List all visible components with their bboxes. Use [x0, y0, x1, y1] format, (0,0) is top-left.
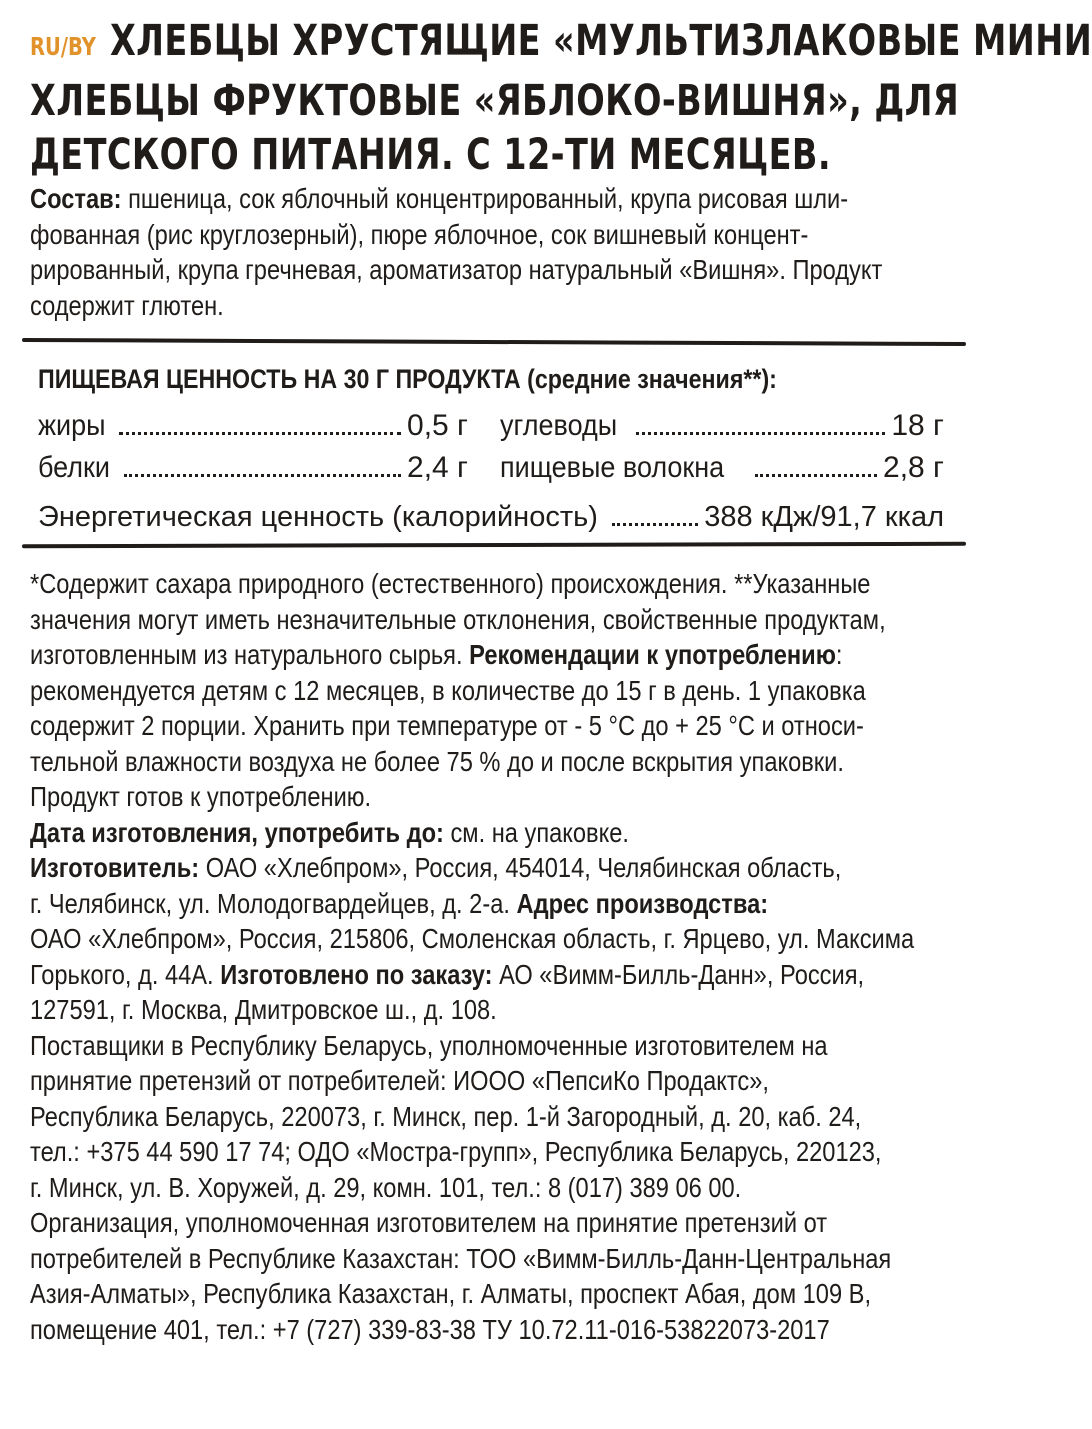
info-line — [30, 850, 1002, 886]
manufacturer-label: Изготовитель: — [30, 852, 200, 883]
carbs-label: углеводы — [500, 409, 618, 442]
composition-block — [30, 181, 993, 323]
info-text: ОАО «Хлебпром», Россия, 454014, Челябинская область, — [199, 852, 842, 883]
info-line: значения могут иметь незначительные отклонения, свойственные продуктам, — [30, 603, 886, 635]
info-block — [30, 566, 1002, 1347]
info-line: тельной влажности воздуха не более 75 % до и после вскрытия упаковки. — [30, 745, 844, 777]
ordered-by-label: Изготовлено по заказу: — [220, 958, 493, 990]
title-line-3: ДЕТСКОГО ПИТАНИЯ. С 12-ТИ МЕСЯЦЕВ. — [30, 130, 831, 180]
info-line — [30, 957, 1002, 993]
divider-bottom — [22, 542, 966, 548]
composition-line — [30, 181, 993, 217]
info-line: *Содержит сахара природного (естественного) происхождения. **Указанные — [30, 568, 871, 599]
info-line: потребителей в Республике Казахстан: ТОО «Вимм-Билль-Данн-Центральная — [30, 1242, 892, 1274]
fat-label: жиры — [38, 409, 106, 442]
dot-leader — [119, 432, 401, 435]
production-address-label: Адрес производства: — [516, 887, 769, 919]
info-line: принятие претензий от потребителей: ИООО «ПепсиКо Продактс», — [30, 1065, 769, 1096]
dot-leader — [755, 474, 877, 477]
nutrition-heading-note: (средние значения**): — [520, 364, 777, 394]
info-line: Продукт готов к употреблению. — [30, 781, 372, 812]
protein-label: белки — [38, 451, 110, 484]
info-line: Республика Беларусь, 220073, г. Минск, пер. 1-й Загородный, д. 20, каб. 24, — [30, 1100, 862, 1132]
country-codes: RU/BY — [30, 32, 96, 61]
composition-line: фованная (рис круглозерный), пюре яблочное, сок вишневый концент- — [30, 218, 809, 250]
info-line — [30, 637, 1002, 673]
info-line: тел.: +375 44 590 17 74; ОДО «Мостра-групп», Республика Беларусь, 220123, — [30, 1136, 882, 1167]
fiber-value: 2,8 г — [883, 451, 944, 484]
composition-text: пшеница, сок яблочный концентрированный, крупа рисовая шли- — [121, 183, 849, 214]
carbs-value: 18 г — [891, 409, 944, 442]
nutrition-heading — [38, 362, 777, 396]
nutrition-carbs — [500, 406, 944, 446]
info-line: Организация, уполномоченная изготовителем на принятие претензий от — [30, 1207, 828, 1238]
info-line: Азия-Алматы», Республика Казахстан, г. Алматы, проспект Абая, дом 109 В, — [30, 1278, 872, 1309]
nutrition-row-1 — [38, 406, 944, 446]
composition-label: Состав: — [30, 183, 122, 214]
energy-label: Энергетическая ценность (калорийность) — [38, 501, 598, 533]
info-line: 127591, г. Москва, Дмитровское ш., д. 108. — [30, 994, 497, 1025]
info-text: см. на упаковке. — [443, 816, 629, 848]
nutrition-protein — [38, 448, 468, 488]
info-line: помещение 401, тел.: +7 (727) 339-83-38 ТУ 10.72.11-016-53822073-2017 — [30, 1313, 830, 1345]
dot-leader — [612, 523, 698, 526]
nutrition-row-2 — [38, 448, 944, 488]
title-line-2: ХЛЕБЦЫ ФРУКТОВЫЕ «ЯБЛОКО-ВИШНЯ», ДЛЯ — [30, 76, 960, 126]
recommendations-label: Рекомендации к употреблению — [469, 639, 836, 670]
info-line — [30, 815, 1002, 851]
nutrition-energy — [38, 497, 944, 537]
nutrition-fiber — [500, 448, 944, 488]
fiber-label: пищевые волокна — [500, 451, 725, 484]
composition-line: содержит глютен. — [30, 289, 224, 321]
nutrition-heading-main: ПИЩЕВАЯ ЦЕННОСТЬ НА 30 Г ПРОДУКТА — [38, 364, 521, 394]
divider-top — [22, 338, 966, 346]
info-text: : — [835, 639, 843, 670]
info-line: Поставщики в Республику Беларусь, уполномоченные изготовителем на — [30, 1029, 828, 1061]
product-title — [30, 14, 1092, 182]
energy-value: 388 кДж/91,7 ккал — [704, 501, 944, 533]
info-text: изготовленным из натурального сырья. — [30, 639, 470, 670]
info-line: ОАО «Хлебпром», Россия, 215806, Смоленская область, г. Ярцево, ул. Максима — [30, 923, 915, 954]
title-text-1: ХЛЕБЦЫ ХРУСТЯЩИЕ «МУЛЬТИЗЛАКОВЫЕ МИНИ — [109, 16, 1092, 66]
info-line — [30, 886, 1002, 922]
date-label: Дата изготовления, употребить до: — [30, 816, 444, 848]
info-text: АО «Вимм-Билль-Данн», Россия, — [492, 958, 865, 990]
info-text: Горького, д. 44А. — [30, 958, 221, 990]
fat-value: 0,5 г — [407, 409, 468, 442]
title-line-1 — [30, 14, 1092, 74]
info-line: г. Минск, ул. В. Хоружей, д. 29, комн. 101, тел.: 8 (017) 389 06 00. — [30, 1171, 742, 1203]
composition-line: рированный, крупа гречневая, ароматизатор натуральный «Вишня». Продукт — [30, 254, 883, 285]
dot-leader — [636, 432, 885, 435]
info-text: г. Челябинск, ул. Молодогвардейцев, д. 2-а. — [30, 887, 517, 919]
dot-leader — [124, 474, 401, 477]
info-line: рекомендуется детям с 12 месяцев, в количестве до 15 г в день. 1 упаковка — [30, 674, 866, 706]
protein-value: 2,4 г — [407, 451, 468, 484]
nutrition-fat — [38, 406, 468, 446]
info-line: содержит 2 порции. Хранить при температуре от - 5 °С до + 25 °С и относи- — [30, 710, 864, 741]
